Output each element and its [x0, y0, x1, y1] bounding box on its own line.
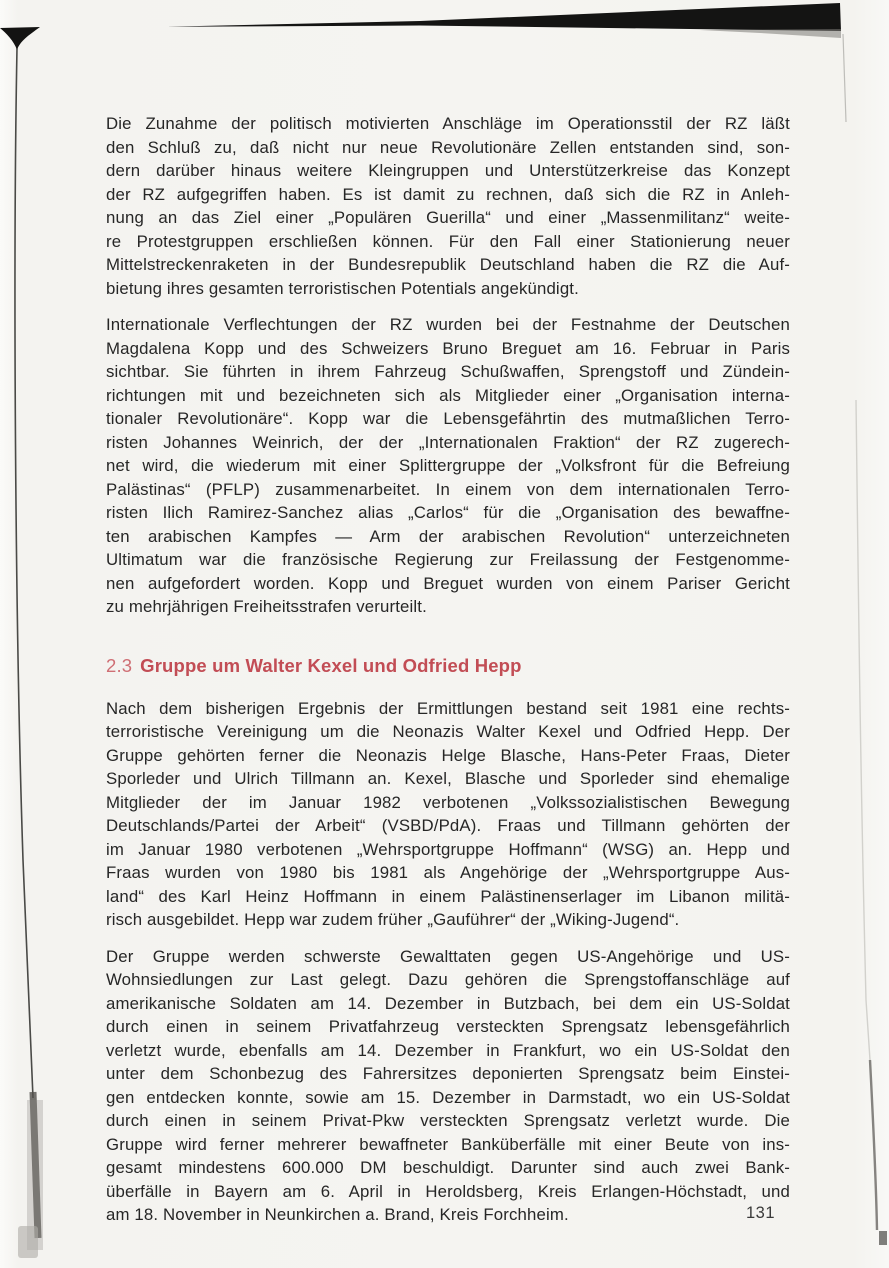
text-line: amerikanische Soldaten am 14. Dezember in Butzbach, bei dem ein US-Soldat	[106, 993, 790, 1013]
paragraph-internationale-verflechtungen	[106, 313, 790, 619]
text-line: dern darüber hinaus weitere Kleingruppen und Unterstützerkreise das Konzept	[106, 161, 790, 180]
page-number: 131	[745, 1204, 775, 1222]
text-line: land“ des Karl Heinz Hoffmann in einem Palästinenserlager im Libanon militä-	[106, 886, 790, 906]
paragraph-gruppe-ermittlungen	[106, 697, 790, 932]
text-line: der RZ aufgegriffen haben. Es ist damit zu rechnen, daß sich die RZ in Anleh-	[106, 184, 790, 204]
text-line: Deutschlands/Partei der Arbeit“ (VSBD/PdA). Fraas und Tillmann gehörten der	[106, 816, 790, 835]
text-line: richtungen mit und bezeichneten sich als Mitglieder einer „Organisation interna-	[106, 385, 790, 405]
text-line: tionaler Revolutionäre“. Kopp war die Lebensgefährtin des mutmaßlichen Terro-	[106, 409, 790, 428]
text-line: Wohnsiedlungen zur Last gelegt. Dazu gehören die Sprengstoffanschläge auf	[106, 970, 790, 989]
text-line: Magdalena Kopp und des Schweizers Bruno Breguet am 16. Februar in Paris	[106, 338, 790, 358]
text-line: bietung ihres gesamten terroristischen Potentials angekündigt.	[106, 278, 579, 298]
text-line: Die Zunahme der politisch motivierten Anschläge im Operationsstil der RZ läßt	[106, 114, 790, 133]
text-line: gesamt mindestens 600.000 DM beschuldigt. Darunter sind auch zwei Bank-	[106, 1158, 790, 1177]
text-line: im Januar 1980 verbotenen „Wehrsportgruppe Hoffmann“ (WSG) an. Hepp und	[106, 839, 790, 859]
text-line: durch einen in seinem Privatfahrzeug versteckten Sprengsatz lebensgefährlich	[106, 1017, 790, 1036]
text-line: Nach dem bisherigen Ergebnis der Ermittlungen bestand seit 1981 eine rechts-	[106, 698, 790, 718]
right-top-edge-line	[843, 34, 846, 122]
text-line: Internationale Verflechtungen der RZ wurden bei der Festnahme der Deutschen	[106, 315, 790, 334]
text-line: durch einen in seinem Privat-Pkw versteckten Sprengsatz verletzt wurde. Die	[106, 1111, 790, 1130]
text-line: risten Ilich Ramirez-Sanchez alias „Carlos“ für die „Organisation des bewaffne-	[106, 503, 790, 522]
section-title: Gruppe um Walter Kexel und Odfried Hepp	[140, 654, 522, 676]
text-line: nung an das Ziel einer „Populären Guerilla“ und einer „Massenmilitanz“ weite-	[106, 208, 790, 227]
text-line: Gruppe wird ferner mehrerer bewaffneter Banküberfälle mit einer Beute von ins-	[106, 1134, 790, 1154]
top-stripe-artifact	[166, 3, 841, 31]
text-line: Fraas wurden von 1980 bis 1981 als Angehörige der „Wehrsportgruppe Aus-	[106, 863, 790, 882]
text-line: überfälle in Bayern am 6. April in Heroldsberg, Kreis Erlangen-Höchstadt, und	[106, 1181, 790, 1201]
right-edge-line-light	[856, 400, 870, 1060]
text-line: Sporleder und Ulrich Tillmann an. Kexel, Blasche und Sporleder sind ehemalige	[106, 769, 790, 788]
right-bottom-tick	[879, 1231, 887, 1245]
spine-bottom-soft-shadow	[27, 1100, 43, 1250]
paragraph-gewalttaten	[106, 945, 790, 1227]
text-line: ten arabischen Kampfes — Arm der arabischen Revolution“ unterzeichneten	[106, 526, 790, 546]
text-line: risten Johannes Weinrich, der der „Internationalen Fraktion“ der RZ zugerech-	[106, 432, 790, 452]
top-stripe-fringe	[700, 29, 841, 38]
text-line: Palästinas“ (PFLP) zusammenarbeitet. In einem von dem internationalen Terro-	[106, 479, 790, 499]
text-line: den Schluß zu, daß nicht nur neue Revolutionäre Zellen entstanden sind, son-	[106, 137, 790, 157]
text-line: unter dem Schonbezug des Fahrersitzes deponierten Sprengsatz beim Einstei-	[106, 1064, 790, 1083]
text-line: Der Gruppe werden schwerste Gewalttaten gegen US-Angehörige und US-	[106, 946, 790, 966]
spine-bottom-bar	[33, 1092, 38, 1238]
text-line: net wird, die wiederum mit einer Splittergruppe der „Volksfront für die Befreiung	[106, 456, 790, 475]
text-block	[106, 112, 790, 1240]
text-line: re Protestgruppen erschließen können. Für den Fall einer Stationierung neuer	[106, 231, 790, 251]
paragraph-rz-zunahme	[106, 112, 790, 300]
text-line: zu mehrjährigen Freiheitsstrafen verurteilt.	[106, 597, 427, 616]
text-line: risch ausgebildet. Hepp war zudem früher „Gauführer“ der „Wiking-Jugend“.	[106, 910, 680, 929]
text-line: terroristische Vereinigung um die Neonazis Walter Kexel und Odfried Hepp. Der	[106, 722, 790, 741]
spine-shadow-line	[15, 48, 33, 1098]
right-edge-line-dark	[870, 1060, 877, 1230]
text-line: Mitglieder der im Januar 1982 verbotenen „Volkssozialistischen Bewegung	[106, 792, 790, 812]
text-line: gen entdecken konnte, sowie am 15. Dezember in Darmstadt, wo ein US-Soldat	[106, 1087, 790, 1107]
section-heading	[106, 653, 790, 679]
corner-fold-artifact	[0, 27, 40, 50]
text-line: Mittelstreckenraketen in der Bundesrepublik Deutschland haben die RZ die Auf-	[106, 255, 790, 274]
text-line: sichtbar. Sie führten in ihrem Fahrzeug Schußwaffen, Sprengstoff und Zündein-	[106, 362, 790, 381]
section-number: 2.3	[106, 654, 133, 676]
text-line: Ultimatum war die französische Regierung zur Freilassung der Festgenomme-	[106, 550, 790, 569]
text-line: am 18. November in Neunkirchen a. Brand, Kreis Forchheim.	[106, 1205, 569, 1224]
text-line: nen aufgefordert worden. Kopp und Breguet wurden von einem Pariser Gericht	[106, 573, 790, 593]
text-line: verletzt wurde, ebenfalls am 14. Dezember in Frankfurt, wo ein US-Soldat den	[106, 1040, 790, 1060]
bottom-left-blob	[18, 1226, 38, 1258]
text-line: Gruppe gehörten ferner die Neonazis Helge Blasche, Hans-Peter Fraas, Dieter	[106, 745, 790, 765]
